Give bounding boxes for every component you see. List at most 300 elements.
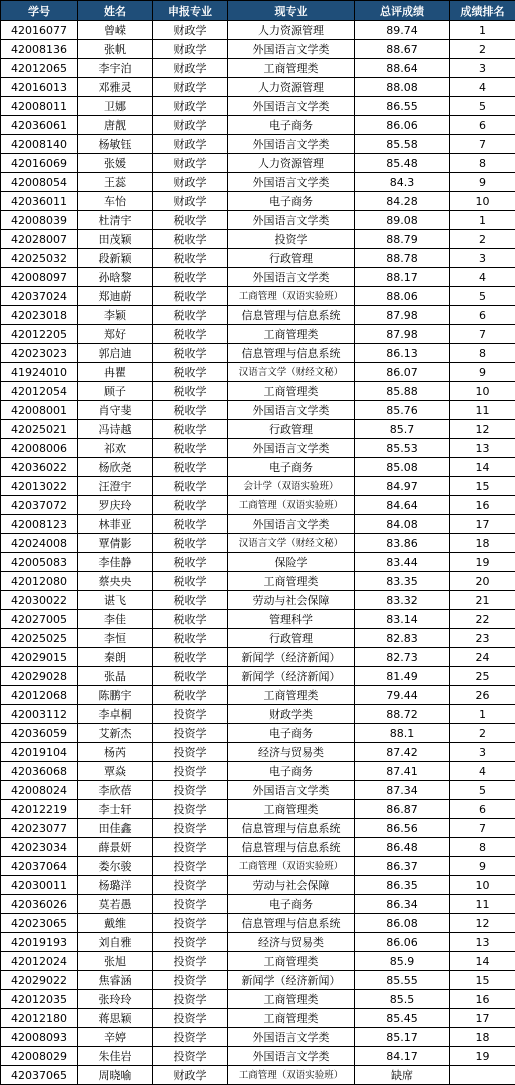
name-cell: 戴维 <box>78 914 153 933</box>
name-cell: 田茂颖 <box>78 230 153 249</box>
current-major-cell: 电子商务 <box>228 458 355 477</box>
applied-major-cell: 财政学 <box>153 97 228 116</box>
table-row <box>1 420 515 439</box>
current-major-cell: 财政学类 <box>228 705 355 724</box>
table-row <box>1 629 515 648</box>
name-cell: 冉瞿 <box>78 363 153 382</box>
name-cell: 田佳鑫 <box>78 819 153 838</box>
current-major-cell: 电子商务 <box>228 762 355 781</box>
current-major-cell: 外国语言文学类 <box>228 173 355 192</box>
applied-major-cell: 投资学 <box>153 743 228 762</box>
name-cell: 李宇泊 <box>78 59 153 78</box>
applied-major-cell: 投资学 <box>153 781 228 800</box>
name-cell: 冯诗越 <box>78 420 153 439</box>
total-score-cell: 85.48 <box>355 154 450 173</box>
rank-cell: 3 <box>450 59 515 78</box>
student-id-cell: 42008029 <box>1 1047 78 1066</box>
current-major-cell: 工商管理类 <box>228 572 355 591</box>
current-major-cell: 人力资源管理 <box>228 154 355 173</box>
header-current-major: 现专业 <box>228 1 355 21</box>
student-id-cell: 42023065 <box>1 914 78 933</box>
name-cell: 罗庆玲 <box>78 496 153 515</box>
rank-cell: 9 <box>450 363 515 382</box>
student-id-cell: 42023023 <box>1 344 78 363</box>
applied-major-cell: 财政学 <box>153 59 228 78</box>
applied-major-cell: 税收学 <box>153 439 228 458</box>
total-score-cell: 89.08 <box>355 211 450 230</box>
name-cell: 李恒 <box>78 629 153 648</box>
rank-cell: 17 <box>450 1009 515 1028</box>
table-row <box>1 686 515 705</box>
current-major-cell: 外国语言文学类 <box>228 1047 355 1066</box>
student-id-cell: 42008093 <box>1 1028 78 1047</box>
name-cell: 祁欢 <box>78 439 153 458</box>
name-cell: 周晓喻 <box>78 1066 153 1085</box>
rank-cell: 22 <box>450 610 515 629</box>
table-row <box>1 762 515 781</box>
student-id-cell: 42012065 <box>1 59 78 78</box>
total-score-cell: 85.7 <box>355 420 450 439</box>
name-cell: 焦睿涵 <box>78 971 153 990</box>
name-cell: 谌飞 <box>78 591 153 610</box>
applied-major-cell: 投资学 <box>153 895 228 914</box>
student-id-cell: 42029022 <box>1 971 78 990</box>
rank-cell: 21 <box>450 591 515 610</box>
name-cell: 王蕊 <box>78 173 153 192</box>
table-row <box>1 933 515 952</box>
header-rank: 成绩排名 <box>450 1 515 21</box>
name-cell: 林菲亚 <box>78 515 153 534</box>
current-major-cell: 投资学 <box>228 230 355 249</box>
header-student-id: 学号 <box>1 1 78 21</box>
table-row <box>1 1028 515 1047</box>
rank-cell: 16 <box>450 990 515 1009</box>
student-id-cell: 42012035 <box>1 990 78 1009</box>
rank-cell: 15 <box>450 477 515 496</box>
student-id-cell: 42023018 <box>1 306 78 325</box>
rank-cell: 14 <box>450 952 515 971</box>
name-cell: 蔡央央 <box>78 572 153 591</box>
total-score-cell: 缺席 <box>355 1066 450 1085</box>
student-id-cell: 42025025 <box>1 629 78 648</box>
rank-cell: 8 <box>450 344 515 363</box>
applied-major-cell: 税收学 <box>153 572 228 591</box>
current-major-cell: 工商管理（双语实验班） <box>228 857 355 876</box>
name-cell: 艾新杰 <box>78 724 153 743</box>
rank-cell: 7 <box>450 819 515 838</box>
total-score-cell: 84.17 <box>355 1047 450 1066</box>
name-cell: 覃倩影 <box>78 534 153 553</box>
table-row <box>1 97 515 116</box>
name-cell: 李士轩 <box>78 800 153 819</box>
current-major-cell: 工商管理（双语实验班） <box>228 1066 355 1085</box>
table-row <box>1 230 515 249</box>
current-major-cell: 信息管理与信息系统 <box>228 344 355 363</box>
total-score-cell: 85.5 <box>355 990 450 1009</box>
name-cell: 肖守斐 <box>78 401 153 420</box>
rank-cell: 12 <box>450 420 515 439</box>
total-score-cell: 86.08 <box>355 914 450 933</box>
total-score-cell: 85.55 <box>355 971 450 990</box>
student-id-cell: 42037064 <box>1 857 78 876</box>
applied-major-cell: 税收学 <box>153 553 228 572</box>
applied-major-cell: 税收学 <box>153 420 228 439</box>
current-major-cell: 工商管理类 <box>228 325 355 344</box>
name-cell: 张晶 <box>78 667 153 686</box>
name-cell: 张帆 <box>78 40 153 59</box>
name-cell: 薛景妍 <box>78 838 153 857</box>
current-major-cell: 工商管理类 <box>228 686 355 705</box>
table-row <box>1 553 515 572</box>
student-id-cell: 42012219 <box>1 800 78 819</box>
name-cell: 邓雅灵 <box>78 78 153 97</box>
name-cell: 孙晗黎 <box>78 268 153 287</box>
student-id-cell: 42012080 <box>1 572 78 591</box>
student-id-cell: 42012024 <box>1 952 78 971</box>
total-score-cell: 86.06 <box>355 116 450 135</box>
applied-major-cell: 财政学 <box>153 154 228 173</box>
applied-major-cell: 财政学 <box>153 78 228 97</box>
table-row <box>1 781 515 800</box>
rank-cell: 5 <box>450 781 515 800</box>
student-id-cell: 42029015 <box>1 648 78 667</box>
student-id-cell: 42008140 <box>1 135 78 154</box>
table-row <box>1 306 515 325</box>
table-row <box>1 40 515 59</box>
applied-major-cell: 税收学 <box>153 515 228 534</box>
current-major-cell: 汉语言文学（财经文秘） <box>228 534 355 553</box>
student-id-cell: 42012054 <box>1 382 78 401</box>
rank-cell: 19 <box>450 1047 515 1066</box>
table-row <box>1 876 515 895</box>
applied-major-cell: 税收学 <box>153 477 228 496</box>
current-major-cell: 会计学（双语实验班） <box>228 477 355 496</box>
total-score-cell: 88.17 <box>355 268 450 287</box>
current-major-cell: 劳动与社会保障 <box>228 591 355 610</box>
total-score-cell: 86.48 <box>355 838 450 857</box>
table-row <box>1 1047 515 1066</box>
rank-cell: 8 <box>450 838 515 857</box>
student-id-cell: 42027005 <box>1 610 78 629</box>
header-applied-major: 申报专业 <box>153 1 228 21</box>
total-score-cell: 86.07 <box>355 363 450 382</box>
student-id-cell: 42008024 <box>1 781 78 800</box>
rank-cell: 2 <box>450 40 515 59</box>
student-id-cell: 42037024 <box>1 287 78 306</box>
applied-major-cell: 财政学 <box>153 40 228 59</box>
name-cell: 蒋思颖 <box>78 1009 153 1028</box>
rank-cell: 3 <box>450 249 515 268</box>
total-score-cell: 86.87 <box>355 800 450 819</box>
current-major-cell: 新闻学（经济新闻） <box>228 648 355 667</box>
current-major-cell: 人力资源管理 <box>228 21 355 40</box>
table-row <box>1 401 515 420</box>
rank-cell: 8 <box>450 154 515 173</box>
rank-cell: 18 <box>450 1028 515 1047</box>
table-row <box>1 116 515 135</box>
total-score-cell: 88.08 <box>355 78 450 97</box>
rank-cell: 16 <box>450 496 515 515</box>
rank-cell: 1 <box>450 705 515 724</box>
table-row <box>1 857 515 876</box>
total-score-cell: 89.74 <box>355 21 450 40</box>
name-cell: 张玲玲 <box>78 990 153 1009</box>
student-id-cell: 42036026 <box>1 895 78 914</box>
table-row <box>1 648 515 667</box>
name-cell: 莫若愚 <box>78 895 153 914</box>
total-score-cell: 81.49 <box>355 667 450 686</box>
current-major-cell: 工商管理类 <box>228 382 355 401</box>
student-id-cell: 42030011 <box>1 876 78 895</box>
total-score-cell: 79.44 <box>355 686 450 705</box>
table-row <box>1 192 515 211</box>
current-major-cell: 新闻学（经济新闻） <box>228 667 355 686</box>
current-major-cell: 外国语言文学类 <box>228 781 355 800</box>
total-score-cell: 84.3 <box>355 173 450 192</box>
rank-cell: 12 <box>450 914 515 933</box>
current-major-cell: 信息管理与信息系统 <box>228 819 355 838</box>
student-id-cell: 42012180 <box>1 1009 78 1028</box>
applied-major-cell: 财政学 <box>153 173 228 192</box>
current-major-cell: 管理科学 <box>228 610 355 629</box>
rank-cell: 4 <box>450 762 515 781</box>
total-score-cell: 85.08 <box>355 458 450 477</box>
current-major-cell: 工商管理类 <box>228 800 355 819</box>
rank-cell: 7 <box>450 325 515 344</box>
total-score-cell: 88.78 <box>355 249 450 268</box>
table-row <box>1 496 515 515</box>
current-major-cell: 工商管理（双语实验班） <box>228 496 355 515</box>
student-id-cell: 42030022 <box>1 591 78 610</box>
total-score-cell: 83.35 <box>355 572 450 591</box>
applied-major-cell: 投资学 <box>153 1047 228 1066</box>
student-id-cell: 41924010 <box>1 363 78 382</box>
rank-cell: 2 <box>450 230 515 249</box>
name-cell: 杨欣尧 <box>78 458 153 477</box>
applied-major-cell: 税收学 <box>153 211 228 230</box>
applied-major-cell: 投资学 <box>153 705 228 724</box>
table-row <box>1 572 515 591</box>
applied-major-cell: 投资学 <box>153 876 228 895</box>
student-id-cell: 42008054 <box>1 173 78 192</box>
table-row <box>1 439 515 458</box>
table-row <box>1 724 515 743</box>
current-major-cell: 工商管理（双语实验班） <box>228 287 355 306</box>
rank-cell: 5 <box>450 287 515 306</box>
student-id-cell: 42037072 <box>1 496 78 515</box>
student-id-cell: 42019104 <box>1 743 78 762</box>
table-row <box>1 135 515 154</box>
table-row <box>1 800 515 819</box>
total-score-cell: 84.64 <box>355 496 450 515</box>
rank-cell: 5 <box>450 97 515 116</box>
rank-cell: 13 <box>450 933 515 952</box>
name-cell: 杨璐洋 <box>78 876 153 895</box>
applied-major-cell: 投资学 <box>153 971 228 990</box>
current-major-cell: 信息管理与信息系统 <box>228 306 355 325</box>
total-score-cell: 85.53 <box>355 439 450 458</box>
current-major-cell: 人力资源管理 <box>228 78 355 97</box>
table-row <box>1 1009 515 1028</box>
table-row <box>1 363 515 382</box>
table-row <box>1 610 515 629</box>
applied-major-cell: 税收学 <box>153 344 228 363</box>
applied-major-cell: 税收学 <box>153 534 228 553</box>
applied-major-cell: 税收学 <box>153 591 228 610</box>
applied-major-cell: 投资学 <box>153 1028 228 1047</box>
total-score-cell: 83.14 <box>355 610 450 629</box>
table-row <box>1 249 515 268</box>
student-id-cell: 42008136 <box>1 40 78 59</box>
student-id-cell: 42036061 <box>1 116 78 135</box>
applied-major-cell: 税收学 <box>153 667 228 686</box>
applied-major-cell: 税收学 <box>153 249 228 268</box>
rank-cell: 2 <box>450 724 515 743</box>
rank-cell: 1 <box>450 211 515 230</box>
current-major-cell: 劳动与社会保障 <box>228 876 355 895</box>
current-major-cell: 外国语言文学类 <box>228 268 355 287</box>
current-major-cell: 外国语言文学类 <box>228 401 355 420</box>
student-id-cell: 42019193 <box>1 933 78 952</box>
total-score-cell: 85.58 <box>355 135 450 154</box>
table-row <box>1 895 515 914</box>
applied-major-cell: 税收学 <box>153 230 228 249</box>
name-cell: 唐靓 <box>78 116 153 135</box>
name-cell: 李佳 <box>78 610 153 629</box>
rank-cell: 4 <box>450 78 515 97</box>
current-major-cell: 电子商务 <box>228 192 355 211</box>
current-major-cell: 电子商务 <box>228 895 355 914</box>
rank-cell: 23 <box>450 629 515 648</box>
total-score-cell: 86.34 <box>355 895 450 914</box>
table-row <box>1 534 515 553</box>
rank-cell: 11 <box>450 895 515 914</box>
rank-cell: 10 <box>450 382 515 401</box>
rank-cell: 3 <box>450 743 515 762</box>
name-cell: 娄尔骏 <box>78 857 153 876</box>
total-score-cell: 83.32 <box>355 591 450 610</box>
applied-major-cell: 财政学 <box>153 1066 228 1085</box>
student-id-cell: 42024008 <box>1 534 78 553</box>
total-score-cell: 83.86 <box>355 534 450 553</box>
student-id-cell: 42008097 <box>1 268 78 287</box>
student-id-cell: 42012068 <box>1 686 78 705</box>
student-id-cell: 42008039 <box>1 211 78 230</box>
current-major-cell: 外国语言文学类 <box>228 135 355 154</box>
applied-major-cell: 税收学 <box>153 325 228 344</box>
student-id-cell: 42037065 <box>1 1066 78 1085</box>
table-row <box>1 990 515 1009</box>
applied-major-cell: 投资学 <box>153 914 228 933</box>
header-name: 姓名 <box>78 1 153 21</box>
table-row <box>1 325 515 344</box>
total-score-cell: 88.67 <box>355 40 450 59</box>
rank-cell: 25 <box>450 667 515 686</box>
table-row <box>1 21 515 40</box>
rank-cell: 7 <box>450 135 515 154</box>
applied-major-cell: 税收学 <box>153 363 228 382</box>
applied-major-cell: 投资学 <box>153 990 228 1009</box>
student-id-cell: 42012205 <box>1 325 78 344</box>
name-cell: 杜清宇 <box>78 211 153 230</box>
rank-cell: 15 <box>450 971 515 990</box>
current-major-cell: 外国语言文学类 <box>228 1028 355 1047</box>
current-major-cell: 外国语言文学类 <box>228 211 355 230</box>
student-id-cell: 42028007 <box>1 230 78 249</box>
total-score-cell: 86.35 <box>355 876 450 895</box>
total-score-cell: 88.06 <box>355 287 450 306</box>
name-cell: 秦朗 <box>78 648 153 667</box>
total-score-cell: 87.42 <box>355 743 450 762</box>
student-id-cell: 42025021 <box>1 420 78 439</box>
name-cell: 杨敏钰 <box>78 135 153 154</box>
applied-major-cell: 财政学 <box>153 21 228 40</box>
name-cell: 郑迪蔚 <box>78 287 153 306</box>
applied-major-cell: 税收学 <box>153 686 228 705</box>
total-score-cell: 85.45 <box>355 1009 450 1028</box>
rank-cell: 9 <box>450 857 515 876</box>
applied-major-cell: 投资学 <box>153 819 228 838</box>
current-major-cell: 外国语言文学类 <box>228 515 355 534</box>
name-cell: 朱佳岩 <box>78 1047 153 1066</box>
total-score-cell: 82.83 <box>355 629 450 648</box>
header-total-score: 总评成绩 <box>355 1 450 21</box>
name-cell: 覃焱 <box>78 762 153 781</box>
rank-cell: 26 <box>450 686 515 705</box>
name-cell: 张媛 <box>78 154 153 173</box>
total-score-cell: 86.55 <box>355 97 450 116</box>
total-score-cell: 84.97 <box>355 477 450 496</box>
table-row <box>1 743 515 762</box>
table-row <box>1 952 515 971</box>
rank-cell: 18 <box>450 534 515 553</box>
current-major-cell: 经济与贸易类 <box>228 933 355 952</box>
rank-cell: 1 <box>450 21 515 40</box>
applied-major-cell: 税收学 <box>153 382 228 401</box>
table-row <box>1 705 515 724</box>
rank-cell: 20 <box>450 572 515 591</box>
total-score-cell: 85.76 <box>355 401 450 420</box>
applied-major-cell: 财政学 <box>153 192 228 211</box>
student-id-cell: 42008123 <box>1 515 78 534</box>
name-cell: 陈鹏宇 <box>78 686 153 705</box>
total-score-cell: 85.88 <box>355 382 450 401</box>
student-id-cell: 42029028 <box>1 667 78 686</box>
table-row <box>1 78 515 97</box>
table-row <box>1 591 515 610</box>
current-major-cell: 行政管理 <box>228 249 355 268</box>
current-major-cell: 信息管理与信息系统 <box>228 838 355 857</box>
name-cell: 李颖 <box>78 306 153 325</box>
rank-cell: 13 <box>450 439 515 458</box>
total-score-cell: 87.34 <box>355 781 450 800</box>
table-row <box>1 382 515 401</box>
table-row <box>1 819 515 838</box>
current-major-cell: 工商管理类 <box>228 59 355 78</box>
current-major-cell: 工商管理类 <box>228 1009 355 1028</box>
rank-cell: 6 <box>450 306 515 325</box>
student-id-cell: 42023034 <box>1 838 78 857</box>
name-cell: 车怡 <box>78 192 153 211</box>
current-major-cell: 保险学 <box>228 553 355 572</box>
student-id-cell: 42036011 <box>1 192 78 211</box>
name-cell: 段新颖 <box>78 249 153 268</box>
table-row <box>1 1066 515 1085</box>
applied-major-cell: 投资学 <box>153 933 228 952</box>
total-score-cell: 88.72 <box>355 705 450 724</box>
total-score-cell: 86.06 <box>355 933 450 952</box>
current-major-cell: 外国语言文学类 <box>228 439 355 458</box>
